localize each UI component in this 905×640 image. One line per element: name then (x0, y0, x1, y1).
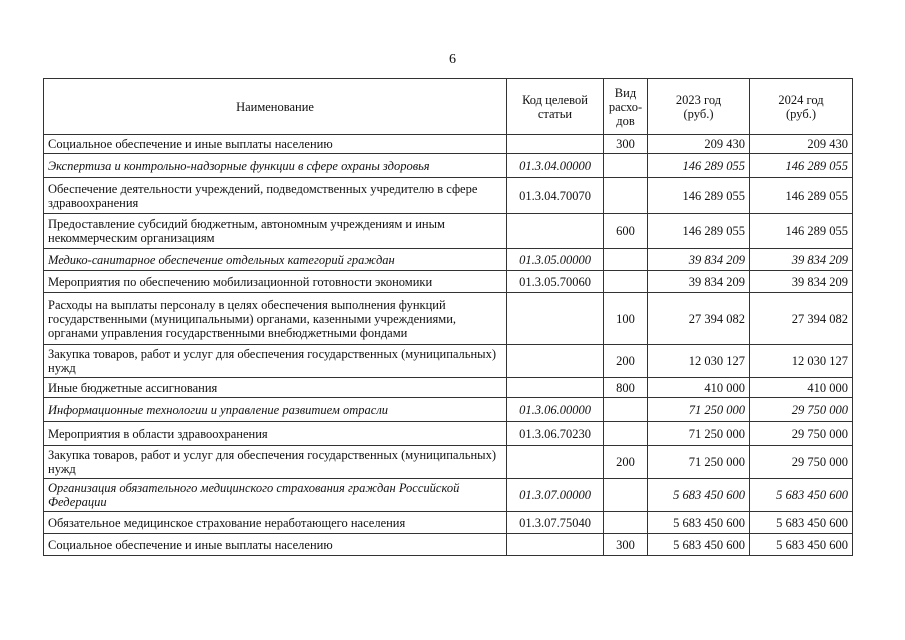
header-vid-line3: дов (616, 113, 635, 128)
row-2024: 209 430 (750, 135, 853, 154)
row-code: 01.3.05.70060 (507, 271, 604, 293)
row-vid (604, 512, 648, 534)
row-2023: 27 394 082 (648, 293, 750, 345)
row-2024: 5 683 450 600 (750, 479, 853, 512)
row-name: Информационные технологии и управление развитием отрасли (44, 398, 507, 422)
row-2023: 410 000 (648, 378, 750, 398)
header-vid-line2: расхо- (608, 99, 643, 114)
row-2024: 29 750 000 (750, 446, 853, 479)
row-vid: 200 (604, 446, 648, 479)
row-vid (604, 154, 648, 178)
row-2024: 5 683 450 600 (750, 534, 853, 556)
row-vid (604, 178, 648, 214)
row-2023: 12 030 127 (648, 345, 750, 378)
row-2024: 39 834 209 (750, 249, 853, 271)
row-2023: 71 250 000 (648, 446, 750, 479)
row-code (507, 135, 604, 154)
row-vid (604, 271, 648, 293)
page-number: 6 (449, 52, 456, 67)
row-vid (604, 422, 648, 446)
header-vid-line1: Вид (614, 85, 637, 100)
row-code: 01.3.06.00000 (507, 398, 604, 422)
row-vid (604, 479, 648, 512)
row-code: 01.3.04.00000 (507, 154, 604, 178)
row-2024: 146 289 055 (750, 154, 853, 178)
row-name: Закупка товаров, работ и услуг для обеспечения государственных (муниципальных) нужд (44, 345, 507, 378)
row-vid: 100 (604, 293, 648, 345)
row-2023: 146 289 055 (648, 154, 750, 178)
row-code: 01.3.07.75040 (507, 512, 604, 534)
header-row (44, 79, 853, 135)
header-2023-line1: 2023 год (675, 92, 722, 107)
table-row (44, 293, 853, 345)
row-name: Иные бюджетные ассигнования (44, 378, 507, 398)
row-2023: 5 683 450 600 (648, 512, 750, 534)
row-code (507, 345, 604, 378)
row-name: Экспертиза и контрольно-надзорные функции в сфере охраны здоровья (44, 154, 507, 178)
row-2023: 71 250 000 (648, 422, 750, 446)
row-code: 01.3.06.70230 (507, 422, 604, 446)
row-2024: 39 834 209 (750, 271, 853, 293)
table-row (44, 446, 853, 479)
table-row (44, 178, 853, 214)
row-2024: 146 289 055 (750, 214, 853, 249)
table-row (44, 135, 853, 154)
row-code (507, 214, 604, 249)
row-2023: 39 834 209 (648, 249, 750, 271)
table-row (44, 214, 853, 249)
row-2024: 29 750 000 (750, 398, 853, 422)
row-2023: 146 289 055 (648, 178, 750, 214)
row-name: Социальное обеспечение и иные выплаты населению (44, 534, 507, 556)
table-row (44, 249, 853, 271)
header-2024 (750, 79, 853, 135)
table-row (44, 378, 853, 398)
row-code (507, 534, 604, 556)
row-name: Закупка товаров, работ и услуг для обеспечения государственных (муниципальных) нужд (44, 446, 507, 479)
header-2024-line1: 2024 год (778, 92, 824, 107)
row-name: Предоставление субсидий бюджетным, автономным учреждениям и иным некоммерческим организациям (44, 214, 507, 249)
row-2023: 5 683 450 600 (648, 479, 750, 512)
table-row (44, 479, 853, 512)
row-vid: 800 (604, 378, 648, 398)
table-row (44, 534, 853, 556)
header-2023 (648, 79, 750, 135)
row-2024: 146 289 055 (750, 178, 853, 214)
row-2024: 5 683 450 600 (750, 512, 853, 534)
row-2023: 71 250 000 (648, 398, 750, 422)
header-2024-line2: (руб.) (786, 106, 816, 121)
row-name: Обеспечение деятельности учреждений, подведомственных учредителю в сфере здравоохранения (44, 178, 507, 214)
budget-table (43, 78, 853, 556)
row-2023: 5 683 450 600 (648, 534, 750, 556)
header-2023-line2: (руб.) (683, 106, 714, 121)
row-2024: 410 000 (750, 378, 853, 398)
table-row (44, 345, 853, 378)
row-name: Медико-санитарное обеспечение отдельных категорий граждан (44, 249, 507, 271)
header-code-line2: статьи (537, 106, 573, 121)
row-name: Расходы на выплаты персоналу в целях обеспечения выполнения функций государственными (муниципальными) органами, казенными учреждениями, органами управления государственными внебюджетными фондами (44, 293, 507, 345)
table-row (44, 271, 853, 293)
row-code (507, 293, 604, 345)
row-name: Мероприятия по обеспечению мобилизационной готовности экономики (44, 271, 507, 293)
row-2024: 29 750 000 (750, 422, 853, 446)
header-name: Наименование (44, 79, 507, 135)
row-2023: 146 289 055 (648, 214, 750, 249)
row-name: Социальное обеспечение и иные выплаты населению (44, 135, 507, 154)
table-row (44, 422, 853, 446)
row-2024: 12 030 127 (750, 345, 853, 378)
row-vid: 200 (604, 345, 648, 378)
table-row (44, 398, 853, 422)
header-code-line1: Код целевой (522, 92, 588, 107)
row-vid: 300 (604, 534, 648, 556)
row-2023: 209 430 (648, 135, 750, 154)
row-vid (604, 398, 648, 422)
row-2024: 27 394 082 (750, 293, 853, 345)
row-2023: 39 834 209 (648, 271, 750, 293)
row-vid: 300 (604, 135, 648, 154)
row-vid: 600 (604, 214, 648, 249)
row-name: Мероприятия в области здравоохранения (44, 422, 507, 446)
table-row (44, 154, 853, 178)
row-name: Обязательное медицинское страхование неработающего населения (44, 512, 507, 534)
header-vid (604, 79, 648, 135)
row-code: 01.3.07.00000 (507, 479, 604, 512)
row-code: 01.3.05.00000 (507, 249, 604, 271)
table-row (44, 512, 853, 534)
row-code (507, 378, 604, 398)
row-code: 01.3.04.70070 (507, 178, 604, 214)
header-code (507, 79, 604, 135)
row-vid (604, 249, 648, 271)
row-code (507, 446, 604, 479)
row-name: Организация обязательного медицинского страхования граждан Российской Федерации (44, 479, 507, 512)
